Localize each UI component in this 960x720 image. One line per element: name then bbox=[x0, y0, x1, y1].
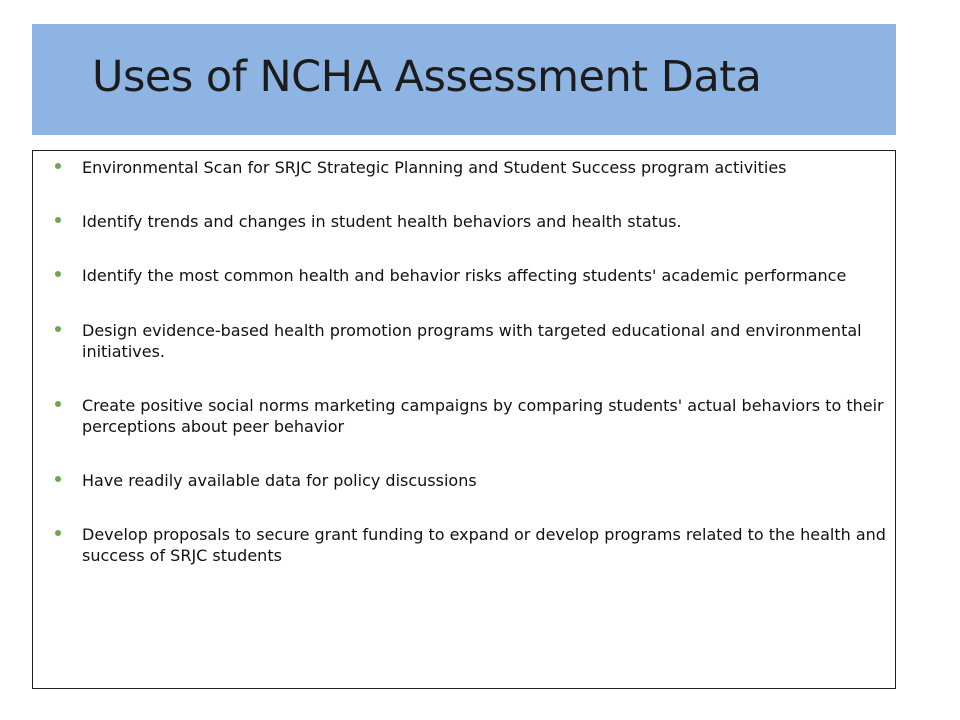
bullet-item bbox=[53, 211, 893, 232]
bullet-item bbox=[53, 265, 893, 286]
slide-title: Uses of NCHA Assessment Data bbox=[92, 52, 762, 102]
title-banner bbox=[32, 24, 896, 135]
bullet-item bbox=[53, 524, 893, 566]
bullet-dot-icon bbox=[55, 271, 61, 277]
bullet-text: Identify trends and changes in student health behaviors and health status. bbox=[82, 212, 682, 231]
bullet-item bbox=[53, 157, 893, 178]
bullet-item bbox=[53, 470, 893, 491]
bullet-dot-icon bbox=[55, 476, 61, 482]
bullet-dot-icon bbox=[55, 163, 61, 169]
bullet-text: Create positive social norms marketing campaigns by comparing students' actual behaviors to their perceptions about peer behavior bbox=[82, 396, 884, 436]
content-box bbox=[32, 150, 896, 689]
bullet-text: Have readily available data for policy discussions bbox=[82, 471, 477, 490]
bullet-text: Identify the most common health and behavior risks affecting students' academic performance bbox=[82, 266, 847, 285]
bullet-text: Environmental Scan for SRJC Strategic Planning and Student Success program activities bbox=[82, 158, 787, 177]
bullet-dot-icon bbox=[55, 217, 61, 223]
bullet-dot-icon bbox=[55, 401, 61, 407]
bullet-item bbox=[53, 395, 893, 437]
bullet-list bbox=[53, 157, 893, 599]
bullet-dot-icon bbox=[55, 530, 61, 536]
bullet-text: Design evidence-based health promotion programs with targeted educational and environmental initiatives. bbox=[82, 321, 862, 361]
bullet-item bbox=[53, 320, 893, 362]
bullet-text: Develop proposals to secure grant funding to expand or develop programs related to the health and success of SRJC students bbox=[82, 525, 886, 565]
bullet-dot-icon bbox=[55, 326, 61, 332]
